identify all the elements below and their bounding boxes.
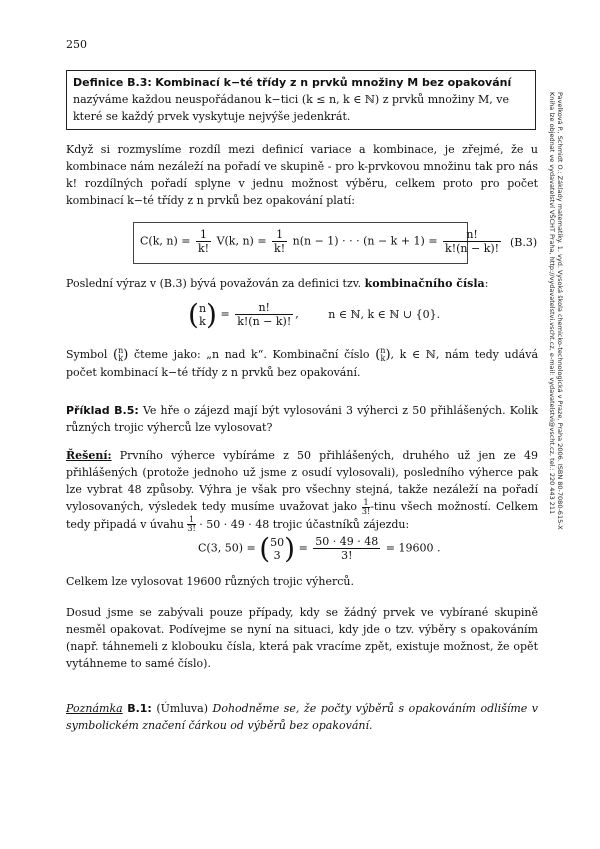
solution-text: Prvního výherce vybíráme z 50 přihlášených, druhého už jen ze 49 přihlášených (protože jednoho už jsme z osudí vylosovali), posledního výherce pak lze vybrat 48 způsoby. Výhra je však pro všechny stejná, takže nezáleží na pořadí vylosovaných, výsledek tedy musíme uvažovat jako — [66, 449, 538, 513]
definition-text: nazýváme každou neuspořádanou k−tici (k ≤ n, k ∈ ℕ) z prvků množiny M, ve které se každý prvek vyskytuje nejvýše jedenkrát. — [73, 93, 509, 123]
eq-product: n(n − 1) · · · (n − k + 1) = — [292, 234, 438, 248]
eq-lhs: C(k, n) = — [140, 234, 191, 248]
term-kombinacni-cislo: kombinačního čísla — [364, 277, 485, 290]
page-number: 250 — [66, 38, 87, 51]
eq-v-term: V(k, n) = — [216, 234, 267, 248]
paragraph-1: Když si rozmyslíme rozdíl mezi definicí variace a kombinace, je zřejmé, že u kombinace nám nezáleží na pořadí ve skupině - pro k-prvkovou množinu tak pro nás k! rozdílných pořadí splyne v jednu možnost výběru, celkem proto pro počet kombinací k−té třídy z n prvků bez opakování platí: — [66, 143, 538, 207]
sidebar-line-2: Kniha lze objednat ve vydavatelství VŠCHT Praha, http://vydavatelstvi.vscht.cz, e-mail: vydavatelstvi@vscht.cz, tel.: 220 443 211 — [548, 92, 556, 515]
copyright-sidebar — [548, 92, 564, 792]
definition-label: Definice B.3: — [73, 76, 152, 89]
eq-frac-2: $\frac{1}{k!}$ — [274, 228, 286, 255]
binom-frac: $\frac{n!}{k!(n - k)!}$ — [237, 301, 292, 328]
solution: Řešení: Prvního výherce vybíráme z 50 přihlášených, druhého už jen ze 49 přihlášených (protože jednoho už jsme z osudí vylosovali), posledního výherce pak lze vybrat 48 způsoby. Výhra je však pro všechny stejná, takže nezáleží na pořadí vylosovaných, výsledek tedy musíme uvažovat jako $\frac{1}{3!}$-tinu všech možností. Celkem tedy připadá v úvahu $\frac{1}{3!} \cdot 50 \cdot 49 \cdot 48$ trojic účastníků zájezdu: — [66, 449, 538, 533]
equation-b3 — [140, 228, 503, 255]
example-b5 — [66, 402, 538, 436]
sidebar-line-1: Pavelková P., Schmidt O.: Základy matematiky. 1. vyd. Vysoká škola chemicko-technologická v Praze, Praha 2006. ISBN 80-7080-615-X — [556, 92, 564, 530]
eq-frac-3: $\frac{n!}{k!(n - k)!}$ — [445, 228, 500, 255]
note-number: B.1: — [127, 702, 152, 715]
note-keyword: (Úmluva) — [156, 702, 208, 715]
note-b1 — [66, 700, 538, 734]
note-label: Poznámka — [66, 702, 123, 715]
equation-c-3-50: C(3, 50) = ( 50 3 ) = $\frac{50 \cdot 49 \cdot 48}{3!}$ = 19600 . — [198, 532, 441, 565]
paragraph-4: Dosud jsme se zabývali pouze případy, kdy se žádný prvek ve vybírané skupině nesměl opakovat. Podívejme se nyní na situaci, kdy jde o tzv. výběry s opakováním (např. táhnemeli z klobouku čísla, která pak vracíme zpět, existuje možnost, že opět vytáhneme to samé číslo). — [66, 606, 538, 670]
solution-label: Řešení: — [66, 449, 112, 462]
definition-bold-term: Kombinací k−té třídy z n prvků množiny M bez opakování — [155, 76, 512, 89]
note-text: Dohodněme se, že počty výběrů s opakováním odlišíme v symbolickém značení čárkou od výběrů bez opakování. — [66, 702, 539, 732]
result-text: Celkem lze vylosovat 19600 různých trojic výherců. — [66, 575, 354, 588]
binom-condition: n ∈ ℕ, k ∈ ℕ ∪ {0}. — [328, 307, 441, 321]
eq-frac-1: $\frac{1}{k!}$ — [197, 228, 210, 255]
example-text: Ve hře o zájezd mají být vylosováni 3 výherci z 50 přihlášených. Kolik různých trojic výherců lze vylosovat? — [66, 404, 538, 434]
equation-tag: (B.3) — [510, 236, 538, 249]
definition-box — [66, 70, 536, 130]
paragraph-2: Poslední výraz v (B.3) bývá považován za definici tzv. kombinačního čísla: — [66, 277, 489, 290]
binomial-definition: ( n k ) = $\frac{n!}{k!(n - k)!}$ , n ∈ ℕ, k ∈ ℕ ∪ {0}. — [188, 298, 441, 331]
paragraph-2-text: Poslední výraz v (B.3) bývá považován za definici tzv. — [66, 277, 362, 290]
paragraph-3: Symbol ( n k ) čteme jako: „n nad k“. Kombinační číslo ( n k ), k ∈ ℕ, nám tedy udává počet kombinací k−té třídy z n prvků bez opakování. — [66, 346, 539, 379]
example-label: Příklad B.5: — [66, 404, 139, 417]
